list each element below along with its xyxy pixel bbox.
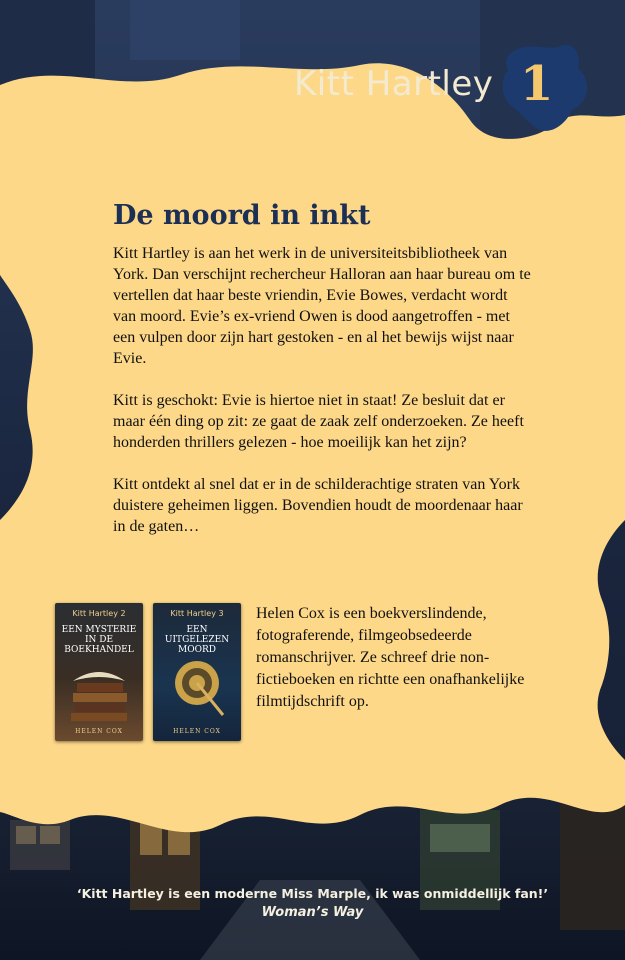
book-cover-3 — [153, 603, 241, 741]
book-series-label: Kitt Hartley 2 — [72, 609, 126, 618]
blurb-paragraph: Kitt Hartley is aan het werk in de universiteitsbibliotheek van York. Dan verschijnt rechercheur Halloran aan haar bureau om te vertellen dat haar beste vriendin, Evie Bowes, verdacht wordt van moord. Evie’s ex-vriend Owen is dood aangetroffen - met een vulpen door zijn hart gestoken - en al het bewijs wijst naar Evie. — [113, 245, 531, 367]
series-header — [294, 56, 554, 112]
blurb — [113, 200, 533, 558]
book-cover-title: EEN UITGELEZEN MOORD — [164, 625, 230, 655]
book-covers — [55, 603, 245, 741]
book-title: De moord in inkt — [113, 200, 371, 231]
stacked-books-illustration — [55, 603, 143, 741]
author-bio: Helen Cox is een boekverslindende, fotograferende, filmgeobsedeerde romanschrijver. Ze schreef drie non-fictieboeken en richtte een onafhankelijke filmtijdschrift op. — [256, 605, 525, 710]
series-title: Kitt Hartley — [294, 64, 494, 104]
book-author: HELEN COX — [173, 728, 221, 735]
series-number: 1 — [520, 56, 554, 112]
book-cover-title: EEN MYSTERIE IN DE BOEKHANDEL — [61, 625, 137, 655]
magnifying-glass-illustration — [153, 603, 241, 741]
book-cover-2 — [55, 603, 143, 741]
book-series-label: Kitt Hartley 3 — [170, 609, 224, 618]
review-quote: ‘Kitt Hartley is een moderne Miss Marple, ik was onmiddellijk fan!’ — [76, 886, 549, 901]
blurb-paragraph: Kitt ontdekt al snel dat er in de schilderachtige straten van York duistere geheimen liggen. Bovendien houdt de moordenaar haar in de gaten… — [113, 476, 523, 535]
review-source: Woman’s Way — [261, 905, 364, 920]
book-author: HELEN COX — [75, 728, 123, 735]
blurb-paragraph: Kitt is geschokt: Evie is hiertoe niet in staat! Ze besluit dat er maar één ding op zit: ze gaat de zaak zelf onderzoeken. Ze heeft honderden thrillers gelezen - hoe moeilijk kan het zijn? — [113, 392, 524, 451]
